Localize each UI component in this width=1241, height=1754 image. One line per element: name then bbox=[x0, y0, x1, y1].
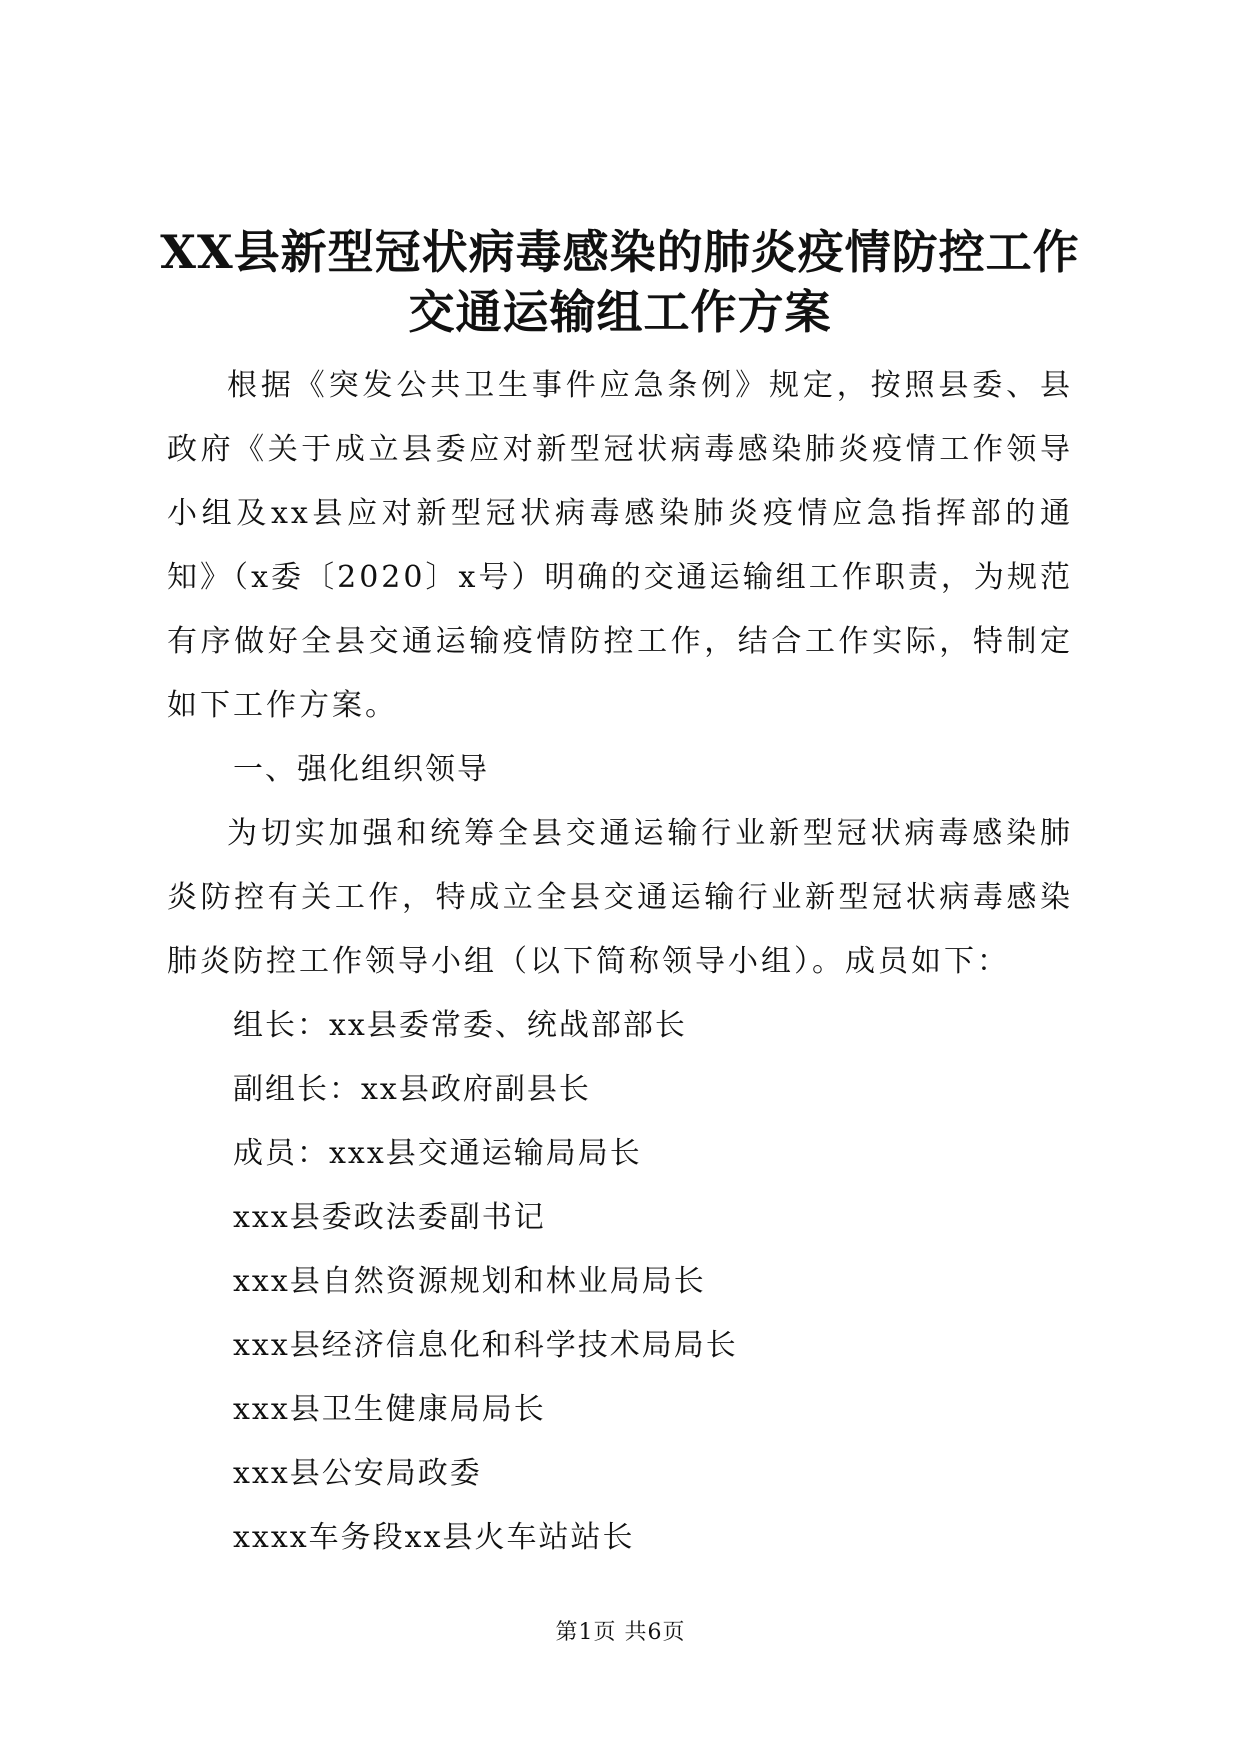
section-heading: 一、强化组织领导 bbox=[233, 752, 489, 787]
member-line: xxx县公安局政委 bbox=[233, 1456, 482, 1491]
member-line: xxx县卫生健康局局长 bbox=[233, 1392, 546, 1427]
document-title-line-1: XX县新型冠状病毒感染的肺炎疫情防控工作 bbox=[160, 225, 1080, 279]
page-footer: 第1页 共6页 bbox=[555, 1620, 686, 1645]
member-line: 成员：xxx县交通运输局局长 bbox=[233, 1136, 642, 1171]
member-line: xxx县经济信息化和科学技术局局长 bbox=[233, 1328, 738, 1363]
member-line: 组长：xx县委常委、统战部部长 bbox=[233, 1008, 687, 1043]
document-title-line-2: 交通运输组工作方案 bbox=[408, 285, 832, 339]
member-line: 副组长：xx县政府副县长 bbox=[233, 1072, 591, 1107]
member-line: xxx县委政法委副书记 bbox=[233, 1200, 546, 1235]
section-paragraph: 为切实加强和统筹全县交通运输行业新型冠状病毒感染肺炎防控有关工作，特成立全县交通运输行业新型冠状病毒感染肺炎防控工作领导小组（以下简称领导小组）。成员如下： bbox=[167, 816, 1073, 979]
member-line: xxxx车务段xx县火车站站长 bbox=[233, 1520, 635, 1555]
document-body bbox=[167, 354, 1073, 1570]
member-line: xxx县自然资源规划和林业局局长 bbox=[233, 1264, 706, 1299]
intro-paragraph: 根据《突发公共卫生事件应急条例》规定，按照县委、县政府《关于成立县委应对新型冠状病毒感染肺炎疫情工作领导小组及xx县应对新型冠状病毒感染肺炎疫情应急指挥部的通知》（x委〔2020〕x号）明确的交通运输组工作职责，为规范有序做好全县交通运输疫情防控工作，结合工作实际，特制定如下工作方案。 bbox=[167, 368, 1073, 723]
